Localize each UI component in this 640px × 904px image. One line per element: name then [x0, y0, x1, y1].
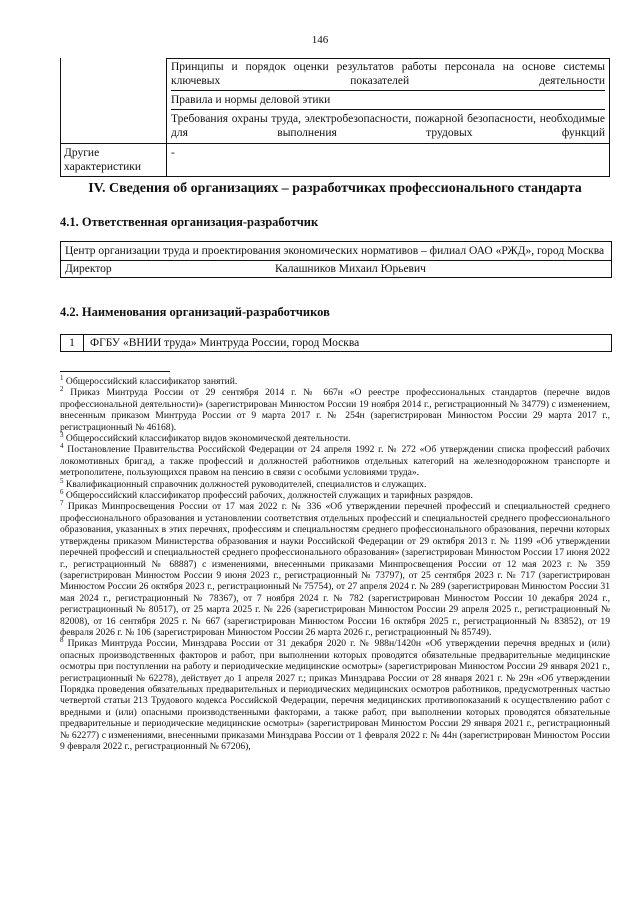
- table-cell: -: [167, 143, 609, 176]
- footnote-text: Общероссийский классификатор профессий рабочих, должностей служащих и тарифных разрядов.: [65, 490, 473, 502]
- footnote-marker: 6: [60, 487, 64, 496]
- characteristics-table: [60, 58, 610, 177]
- footnote: [60, 387, 610, 433]
- developers-table: [60, 334, 612, 352]
- footnote-text: Приказ Минтруда России от 29 сентября 2014 г. № 667н «О реестре профессиональных стандартов (перечне видов профессиональной деятельности)» (зарегистрирован Минюстом России 19 ноября 2014 г., регистрационный № 34779) с изменением, внесенным приказом Минтруда России от 9 марта 2017 г. № 254н (зарегистрирован Минюстом России 29 марта 2017 г., регистрационный № 46168).: [60, 387, 610, 433]
- table-body: [60, 58, 610, 177]
- footnote: [60, 430, 610, 445]
- table-row: [61, 261, 611, 277]
- position-label: Директор: [65, 263, 112, 275]
- developer-org-name: ФГБУ «ВНИИ труда» Минтруда России, город Москва: [90, 337, 360, 349]
- footnote: [60, 476, 610, 490]
- developers-heading: 4.2. Наименования организаций-разработчиков: [60, 305, 330, 319]
- footnote-marker: 2: [60, 385, 64, 394]
- footnote-text: Общероссийский классификатор занятий.: [65, 376, 238, 387]
- row-values: [167, 58, 609, 143]
- row-label: Другие характеристики: [61, 143, 167, 176]
- footnote: [60, 501, 610, 638]
- table-cell: Правила и нормы деловой этики: [171, 91, 605, 110]
- footnote-marker: 3: [60, 430, 64, 439]
- footnote-text: Общероссийский классификатор видов экономической деятельности.: [65, 433, 351, 445]
- footnote: [60, 373, 610, 387]
- footnote: [60, 444, 610, 478]
- footnote-marker: 1: [60, 373, 64, 382]
- footnotes: [60, 373, 610, 752]
- person-name: Калашников Михаил Юрьевич: [275, 263, 426, 275]
- table-row: [61, 143, 609, 177]
- page-number: 146: [311, 34, 329, 46]
- section-title: IV. Сведения об организациях – разработчиках профессионального стандарта: [88, 181, 582, 196]
- footnote-text: Приказ Минтруда России, Минздрава России от 31 декабря 2020 г. № 988н/1420н «Об утверждении перечня вредных и (или) опасных производственных факторов и работ, при выполнении которых проводятся обязательные предварительные медицинские осмотры при поступлении на работу и периодические медицинские осмотры» (зарегистрирован Минюстом России 29 января 2021 г., регистрационный № 62278), действует до 1 апреля 2027 г.; приказ Минздрава России от 28 января 2021 г. № 29н «Об утверждении Порядка проведения обязательных предварительных и периодических медицинских осмотров работников, предусмотренных частью четвертой статьи 213 Трудового кодекса Российской Федерации, перечня медицинских противопоказаний к осуществлению работ с вредными и (или) опасными производственными факторами, а также работ, при выполнении которых проводятся обязательные предварительные и периодические медицинские осмотры» (зарегистрирован Минюстом России 29 января 2021 г., регистрационный № 62277) с изменениями, внесенными приказами Минздрава России от 1 февраля 2022 г. № 44н (зарегистрирован Минюстом России 9 февраля 2022 г., регистрационный № 67206),: [60, 638, 610, 752]
- footnote-text: Постановление Правительства Российской Федерации от 24 апреля 1992 г. № 272 «Об утверждении списка профессий рабочих локомотивных бригад, а также профессий и должностей работников отдельных категорий на железнодорожном транспорте и метрополитене, пользующихся правом на пенсию в связи с особыми условиями труда».: [60, 444, 610, 479]
- row-label: [61, 58, 167, 143]
- responsible-org-table: [60, 241, 612, 278]
- footnote-text: Приказ Минпросвещения России от 17 мая 2022 г. № 336 «Об утверждении перечней профессий и специальностей среднего профессионального образования и установлении соответствия отдельных профессий и специальностей среднего профессионального образования, указанных в этих перечнях, профессиям и специальностям среднего профессионального образования, перечни которых утверждены приказом Министерства образования и науки Российской Федерации от 29 октября 2013 г. № 1199 «Об утверждении перечней профессий и специальностей среднего профессионального образования» (зарегистрирован Минюстом России 17 июня 2022 г., регистрационный № 68887) с изменениями, внесенными приказами Минпросвещения России от 12 мая 2023 г. № 359 (зарегистрирован Минюстом России 9 июня 2023 г., регистрационный № 73797), от 25 сентября 2023 г. № 717 (зарегистрирован Минюстом России 26 октября 2023 г., регистрационный № 75754), от 27 апреля 2024 г. № 289 (зарегистрирован Минюстом России 31 мая 2024 г., регистрационный № 78367), от 7 ноября 2024 г. № 782 (зарегистрирован Минюстом России 10 декабря 2024 г., регистрационный № 80517), от 25 марта 2025 г. № 226 (зарегистрирован Минюстом России 29 апреля 2025 г., регистрационный № 82008), от 16 сентября 2025 г. № 667 (зарегистрирован Минюстом России 16 октября 2025 г., регистрационный № 83852), от 19 февраля 2026 г. № 106 (зарегистрирован Минюстом России 26 марта 2026 г., регистрационный № 85749).: [60, 501, 610, 638]
- table-row: [61, 58, 609, 143]
- footnote-marker: 4: [60, 442, 64, 451]
- footnote-divider: [60, 371, 170, 372]
- row-number: 1: [61, 335, 84, 351]
- responsible-heading: 4.1. Ответственная организация-разработчик: [60, 215, 319, 229]
- footnote-text: Квалификационный справочник должностей руководителей, специалистов и служащих.: [65, 478, 427, 490]
- footnote: [60, 638, 610, 752]
- footnote: [60, 487, 610, 502]
- table-cell: Требования охраны труда, электробезопасности, пожарной безопасности, необходимые для выполнения трудовых функций: [171, 113, 605, 139]
- footnote-marker: 7: [60, 499, 64, 508]
- table-cell: Принципы и порядок оценки результатов работы персонала на основе системы ключевых показателей деятельности: [171, 59, 605, 91]
- footnote-marker: 5: [60, 476, 64, 485]
- responsible-org-name: Центр организации труда и проектирования экономических нормативов – филиал ОАО «РЖД», город Москва: [61, 242, 611, 261]
- footnote-marker: 8: [60, 636, 64, 645]
